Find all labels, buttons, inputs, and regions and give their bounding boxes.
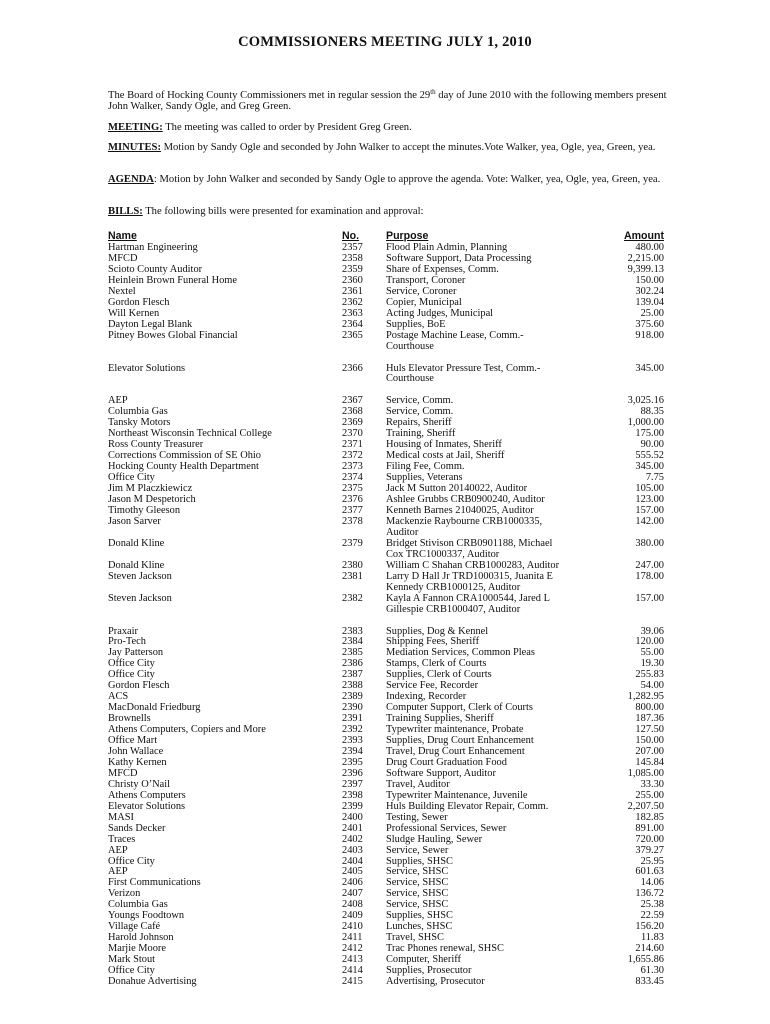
cell-amount: 255.83: [635, 669, 664, 681]
cell-amount: 3,025.16: [627, 395, 664, 407]
cell-purpose: Huls Elevator Pressure Test, Comm.- Courthouse: [386, 362, 541, 385]
cell-purpose: Supplies, SHSC: [386, 910, 453, 922]
cell-amount: 11.83: [641, 932, 664, 944]
table-row: [108, 835, 664, 846]
table-row: [108, 517, 664, 539]
cell-amount: 380.00: [635, 537, 664, 549]
intro-text-start: The Board of Hocking County Commissioners met in regular session the 29: [108, 90, 431, 101]
cell-name: Jason M Despetorich: [108, 494, 196, 506]
cell-purpose: Service, SHSC: [386, 899, 449, 911]
cell-amount: 175.00: [635, 428, 664, 440]
cell-name: MASI: [108, 811, 134, 823]
cell-amount: 375.60: [635, 318, 664, 330]
cell-purpose: Sludge Hauling, Sewer: [386, 833, 483, 845]
cell-amount: 207.00: [635, 745, 664, 757]
cell-number: 2364: [342, 318, 363, 330]
cell-purpose: Typewriter maintenance, Probate: [386, 724, 524, 736]
cell-purpose: Service, Sewer: [386, 844, 449, 856]
cell-number: 2403: [342, 844, 363, 856]
agenda-heading: AGENDA: [108, 174, 154, 185]
cell-amount: 90.00: [640, 439, 664, 451]
cell-number: 2380: [342, 559, 363, 571]
cell-number: 2399: [342, 800, 363, 812]
cell-purpose: Travel, SHSC: [386, 932, 444, 944]
cell-name: Office City: [108, 855, 155, 867]
cell-amount: 833.45: [635, 976, 664, 987]
cell-amount: 800.00: [635, 702, 664, 714]
cell-purpose: Filing Fee, Comm.: [386, 461, 465, 473]
cell-purpose: Lunches, SHSC: [386, 921, 453, 933]
cell-amount: 555.52: [635, 450, 664, 462]
cell-purpose: Training, Sheriff: [386, 428, 456, 440]
cell-number: 2404: [342, 855, 363, 867]
cell-amount: 302.24: [635, 285, 664, 297]
cell-name: Dayton Legal Blank: [108, 318, 193, 330]
cell-amount: 918.00: [635, 329, 664, 341]
cell-purpose: Software Support, Data Processing: [386, 252, 532, 264]
agenda-paragraph: [108, 174, 668, 185]
cell-number: 2390: [342, 702, 363, 714]
table-row: [108, 813, 664, 824]
cell-name: Donahue Advertising: [108, 976, 197, 987]
cell-number: 2379: [342, 537, 363, 549]
cell-amount: 123.00: [635, 494, 664, 506]
cell-number: 2378: [342, 515, 363, 527]
cell-name: Elevator Solutions: [108, 800, 186, 812]
cell-number: 2370: [342, 428, 363, 440]
cell-amount: 157.00: [635, 504, 664, 516]
cell-amount: 1,000.00: [627, 417, 664, 429]
cell-purpose: Flood Plain Admin, Planning: [386, 242, 508, 253]
cell-number: 2410: [342, 921, 363, 933]
cell-number: 2373: [342, 461, 363, 473]
cell-purpose: Mackenzie Raybourne CRB1000335, Auditor: [386, 515, 543, 538]
cell-amount: 720.00: [635, 833, 664, 845]
cell-amount: 142.00: [635, 515, 664, 527]
cell-name: Athens Computers: [108, 789, 186, 801]
cell-amount: 2,207.50: [627, 800, 664, 812]
cell-amount: 33.30: [640, 778, 664, 790]
cell-purpose: Copier, Municipal: [386, 296, 462, 308]
cell-amount: 105.00: [635, 483, 664, 495]
intro-paragraph: [108, 90, 668, 113]
minutes-text: Motion by Sandy Ogle and seconded by John Walker to accept the minutes.Vote Walker, yea, Ogle, yea, Green, yea.: [160, 142, 656, 153]
cell-name: MacDonald Friedburg: [108, 702, 201, 714]
cell-name: Traces: [108, 833, 136, 845]
cell-number: 2409: [342, 910, 363, 922]
cell-number: 2389: [342, 691, 363, 703]
cell-number: 2400: [342, 811, 363, 823]
cell-number: 2387: [342, 669, 363, 681]
minutes-heading: MINUTES:: [108, 142, 161, 153]
meeting-paragraph: [108, 122, 668, 133]
bills-heading: BILLS:: [108, 206, 143, 217]
cell-name: Hocking County Health Department: [108, 461, 259, 473]
cell-purpose: Computer, Sheriff: [386, 954, 462, 966]
cell-name: Office City: [108, 965, 155, 977]
cell-amount: 247.00: [635, 559, 664, 571]
cell-number: 2361: [342, 285, 363, 297]
cell-number: 2372: [342, 450, 363, 462]
table-row: [108, 594, 664, 616]
cell-amount: 7.75: [645, 472, 664, 484]
cell-number: 2408: [342, 899, 363, 911]
cell-amount: 25.00: [640, 307, 664, 319]
cell-name: Ross County Treasurer: [108, 439, 204, 451]
column-header-purpose: Purpose: [386, 230, 429, 242]
cell-amount: 39.06: [640, 625, 664, 637]
cell-purpose: Service, SHSC: [386, 888, 449, 900]
cell-purpose: Service, SHSC: [386, 877, 449, 889]
cell-amount: 2,215.00: [627, 252, 664, 264]
cell-number: 2388: [342, 680, 363, 692]
cell-name: Athens Computers, Copiers and More: [108, 724, 266, 736]
cell-number: 2397: [342, 778, 363, 790]
cell-purpose: Postage Machine Lease, Comm.- Courthouse: [386, 329, 524, 352]
cell-amount: 150.00: [635, 735, 664, 747]
cell-amount: 150.00: [635, 274, 664, 286]
cell-number: 2384: [342, 636, 363, 648]
cell-number: 2376: [342, 494, 363, 506]
cell-number: 2402: [342, 833, 363, 845]
table-row: [108, 846, 664, 857]
cell-purpose: Professional Services, Sewer: [386, 822, 507, 834]
cell-number: 2415: [342, 976, 363, 987]
cell-number: 2374: [342, 472, 363, 484]
cell-number: 2377: [342, 504, 363, 516]
cell-amount: 145.84: [635, 756, 664, 768]
cell-name: MFCD: [108, 252, 138, 264]
cell-name: Christy O’Nail: [108, 778, 171, 790]
cell-name: Jim M Placzkiewicz: [108, 483, 193, 495]
bills-text: The following bills were presented for examination and approval:: [142, 206, 424, 217]
cell-number: 2385: [342, 647, 363, 659]
cell-purpose: Bridget Stivison CRB0901188, Michael Cox TRC1000337, Auditor: [386, 537, 553, 560]
cell-number: 2382: [342, 592, 363, 604]
cell-number: 2405: [342, 866, 363, 878]
cell-amount: 22.59: [640, 910, 664, 922]
cell-purpose: Supplies, Prosecutor: [386, 965, 472, 977]
cell-name: Donald Kline: [108, 537, 165, 549]
cell-purpose: Larry D Hall Jr TRD1000315, Juanita E Kennedy CRB1000125, Auditor: [386, 570, 553, 593]
column-header-no: No.: [342, 230, 360, 242]
cell-number: 2391: [342, 713, 363, 725]
cell-number: 2357: [342, 242, 363, 253]
cell-purpose: Ashlee Grubbs CRB0900240, Auditor: [386, 494, 545, 506]
cell-name: Verizon: [108, 888, 141, 900]
cell-amount: 9,399.13: [627, 263, 664, 275]
cell-amount: 345.00: [635, 362, 664, 374]
cell-purpose: Jack M Sutton 20140022, Auditor: [386, 483, 528, 495]
table-row: [108, 331, 664, 353]
table-row: [108, 977, 664, 988]
cell-purpose: Drug Court Graduation Food: [386, 756, 507, 768]
column-header-amount: Amount: [623, 230, 664, 242]
cell-number: 2411: [342, 932, 363, 944]
cell-name: Nextel: [108, 285, 136, 297]
cell-amount: 54.00: [640, 680, 664, 692]
cell-purpose: Training Supplies, Sheriff: [386, 713, 494, 725]
cell-purpose: Service, Coroner: [386, 285, 457, 297]
cell-number: 2398: [342, 789, 363, 801]
cell-number: 2395: [342, 756, 363, 768]
cell-purpose: Kenneth Barnes 21040025, Auditor: [386, 504, 534, 516]
cell-number: 2386: [342, 658, 363, 670]
cell-number: 2414: [342, 965, 363, 977]
cell-name: AEP: [108, 395, 128, 407]
cell-purpose: Huls Building Elevator Repair, Comm.: [386, 800, 549, 812]
cell-purpose: Housing of Inmates, Sheriff: [386, 439, 502, 451]
cell-number: 2362: [342, 296, 363, 308]
cell-purpose: Service, SHSC: [386, 866, 449, 878]
cell-name: Donald Kline: [108, 559, 165, 571]
cell-purpose: Supplies, Drug Court Enhancement: [386, 735, 534, 747]
bills-paragraph: [108, 206, 668, 217]
cell-number: 2358: [342, 252, 363, 264]
cell-name: Heinlein Brown Funeral Home: [108, 274, 237, 286]
cell-amount: 157.00: [635, 592, 664, 604]
cell-amount: 88.35: [640, 406, 664, 418]
cell-number: 2371: [342, 439, 363, 451]
cell-amount: 156.20: [635, 921, 664, 933]
bills-table: [108, 230, 664, 988]
cell-number: 2401: [342, 822, 363, 834]
cell-amount: 55.00: [640, 647, 664, 659]
agenda-text: : Motion by John Walker and seconded by Sandy Ogle to approve the agenda. Vote: Walker, yea, Ogle, yea, Green, yea.: [153, 174, 661, 185]
cell-name: MFCD: [108, 767, 138, 779]
cell-purpose: Mediation Services, Common Pleas: [386, 647, 535, 659]
cell-amount: 61.30: [640, 965, 664, 977]
cell-amount: 379.27: [635, 844, 664, 856]
cell-name: Columbia Gas: [108, 406, 168, 418]
cell-number: 2381: [342, 570, 363, 582]
cell-amount: 136.72: [635, 888, 664, 900]
table-row: [108, 320, 664, 331]
cell-purpose: Service, Comm.: [386, 406, 454, 418]
cell-name: Youngs Foodtown: [108, 910, 185, 922]
cell-amount: 601.63: [635, 866, 664, 878]
cell-amount: 127.50: [635, 724, 664, 736]
cell-purpose: Service, Comm.: [386, 395, 454, 407]
cell-number: 2393: [342, 735, 363, 747]
cell-purpose: Supplies, Veterans: [386, 472, 463, 484]
cell-name: Pro-Tech: [108, 636, 146, 648]
cell-amount: 25.38: [640, 899, 664, 911]
cell-purpose: Shipping Fees, Sheriff: [386, 636, 480, 648]
cell-purpose: Supplies, Clerk of Courts: [386, 669, 492, 681]
cell-name: Kathy Kernen: [108, 756, 167, 768]
cell-amount: 1,282.95: [627, 691, 664, 703]
meeting-heading: MEETING:: [108, 122, 163, 133]
cell-amount: 19.30: [640, 658, 664, 670]
bills-table-body: [108, 243, 664, 988]
cell-number: 2406: [342, 877, 363, 889]
cell-number: 2412: [342, 943, 363, 955]
cell-number: 2360: [342, 274, 363, 286]
cell-name: Sands Decker: [108, 822, 166, 834]
cell-number: 2413: [342, 954, 363, 966]
cell-purpose: Service Fee, Recorder: [386, 680, 479, 692]
cell-name: Gordon Flesch: [108, 296, 170, 308]
cell-amount: 139.04: [635, 296, 664, 308]
cell-purpose: Supplies, SHSC: [386, 855, 453, 867]
cell-name: John Wallace: [108, 745, 164, 757]
cell-purpose: Typewriter Maintenance, Juvenile: [386, 789, 528, 801]
cell-name: Brownells: [108, 713, 151, 725]
cell-name: Harold Johnson: [108, 932, 174, 944]
cell-number: 2366: [342, 362, 363, 374]
cell-name: AEP: [108, 866, 128, 878]
cell-name: Office Mart: [108, 735, 158, 747]
cell-name: Gordon Flesch: [108, 680, 170, 692]
cell-name: Tansky Motors: [108, 417, 171, 429]
cell-number: 2365: [342, 329, 363, 341]
cell-purpose: Medical costs at Jail, Sheriff: [386, 450, 505, 462]
cell-amount: 187.36: [635, 713, 664, 725]
cell-purpose: William C Shahan CRB1000283, Auditor: [386, 559, 560, 571]
intro-text-end: day of June 2010 with the following members present John Walker, Sandy Ogle, and Greg Green.: [108, 90, 667, 113]
cell-purpose: Supplies, Dog & Kennel: [386, 625, 489, 637]
cell-amount: 14.06: [640, 877, 664, 889]
cell-number: 2359: [342, 263, 363, 275]
cell-name: Will Kernen: [108, 307, 160, 319]
cell-number: 2375: [342, 483, 363, 495]
cell-name: Northeast Wisconsin Technical College: [108, 428, 272, 440]
cell-amount: 120.00: [635, 636, 664, 648]
cell-number: 2407: [342, 888, 363, 900]
cell-number: 2383: [342, 625, 363, 637]
cell-name: Mark Stout: [108, 954, 156, 966]
cell-amount: 891.00: [635, 822, 664, 834]
cell-purpose: Travel, Drug Court Enhancement: [386, 745, 525, 757]
cell-number: 2392: [342, 724, 363, 736]
cell-amount: 214.60: [635, 943, 664, 955]
cell-name: AEP: [108, 844, 128, 856]
cell-purpose: Transport, Coroner: [386, 274, 466, 286]
cell-name: Hartman Engineering: [108, 242, 198, 253]
cell-purpose: Indexing, Recorder: [386, 691, 467, 703]
meeting-text: The meeting was called to order by President Greg Green.: [162, 122, 412, 133]
cell-amount: 1,655.86: [627, 954, 664, 966]
cell-amount: 1,085.00: [627, 767, 664, 779]
cell-name: Pitney Bowes Global Financial: [108, 329, 238, 341]
cell-name: Office City: [108, 669, 155, 681]
cell-purpose: Supplies, BoE: [386, 318, 446, 330]
cell-purpose: Computer Support, Clerk of Courts: [386, 702, 533, 714]
cell-purpose: Repairs, Sheriff: [386, 417, 452, 429]
cell-amount: 480.00: [635, 242, 664, 253]
cell-name: Office City: [108, 658, 155, 670]
cell-number: 2363: [342, 307, 363, 319]
minutes-paragraph: [108, 142, 668, 153]
cell-purpose: Software Support, Auditor: [386, 767, 496, 779]
cell-number: 2368: [342, 406, 363, 418]
cell-name: Jay Patterson: [108, 647, 164, 659]
cell-name: Praxair: [108, 625, 139, 637]
cell-name: Corrections Commission of SE Ohio: [108, 450, 261, 462]
cell-purpose: Acting Judges, Municipal: [386, 307, 494, 319]
cell-purpose: Trac Phones renewal, SHSC: [386, 943, 504, 955]
document-title: COMMISSIONERS MEETING JULY 1, 2010: [238, 34, 532, 50]
cell-amount: 178.00: [635, 570, 664, 582]
table-row: [108, 364, 664, 386]
cell-purpose: Stamps, Clerk of Courts: [386, 658, 487, 670]
cell-number: 2396: [342, 767, 363, 779]
cell-name: Jason Sarver: [108, 515, 161, 527]
cell-amount: 182.85: [635, 811, 664, 823]
cell-name: Marjie Moore: [108, 943, 166, 955]
cell-name: Scioto County Auditor: [108, 263, 203, 275]
cell-name: Office City: [108, 472, 155, 484]
table-row: [108, 572, 664, 594]
column-header-name: Name: [108, 230, 137, 242]
cell-name: Steven Jackson: [108, 592, 172, 604]
cell-amount: 255.00: [635, 789, 664, 801]
cell-name: Columbia Gas: [108, 899, 168, 911]
cell-purpose: Testing, Sewer: [386, 811, 448, 823]
intro-superscript: th: [430, 88, 436, 96]
cell-purpose: Kayla A Fannon CRA1000544, Jared L Gillespie CRB1000407, Auditor: [386, 592, 550, 615]
cell-name: Steven Jackson: [108, 570, 172, 582]
table-row: [108, 824, 664, 835]
cell-name: Village Café: [108, 921, 161, 933]
cell-name: First Communications: [108, 877, 201, 889]
cell-name: Elevator Solutions: [108, 362, 186, 374]
cell-purpose: Travel, Auditor: [386, 778, 450, 790]
table-row: [108, 539, 664, 561]
cell-amount: 25.95: [640, 855, 664, 867]
cell-purpose: Share of Expenses, Comm.: [386, 263, 499, 275]
cell-amount: 345.00: [635, 461, 664, 473]
cell-number: 2394: [342, 745, 363, 757]
cell-name: Timothy Gleeson: [108, 504, 181, 516]
cell-name: ACS: [108, 691, 129, 703]
cell-number: 2367: [342, 395, 363, 407]
cell-purpose: Advertising, Prosecutor: [386, 976, 485, 987]
cell-number: 2369: [342, 417, 363, 429]
